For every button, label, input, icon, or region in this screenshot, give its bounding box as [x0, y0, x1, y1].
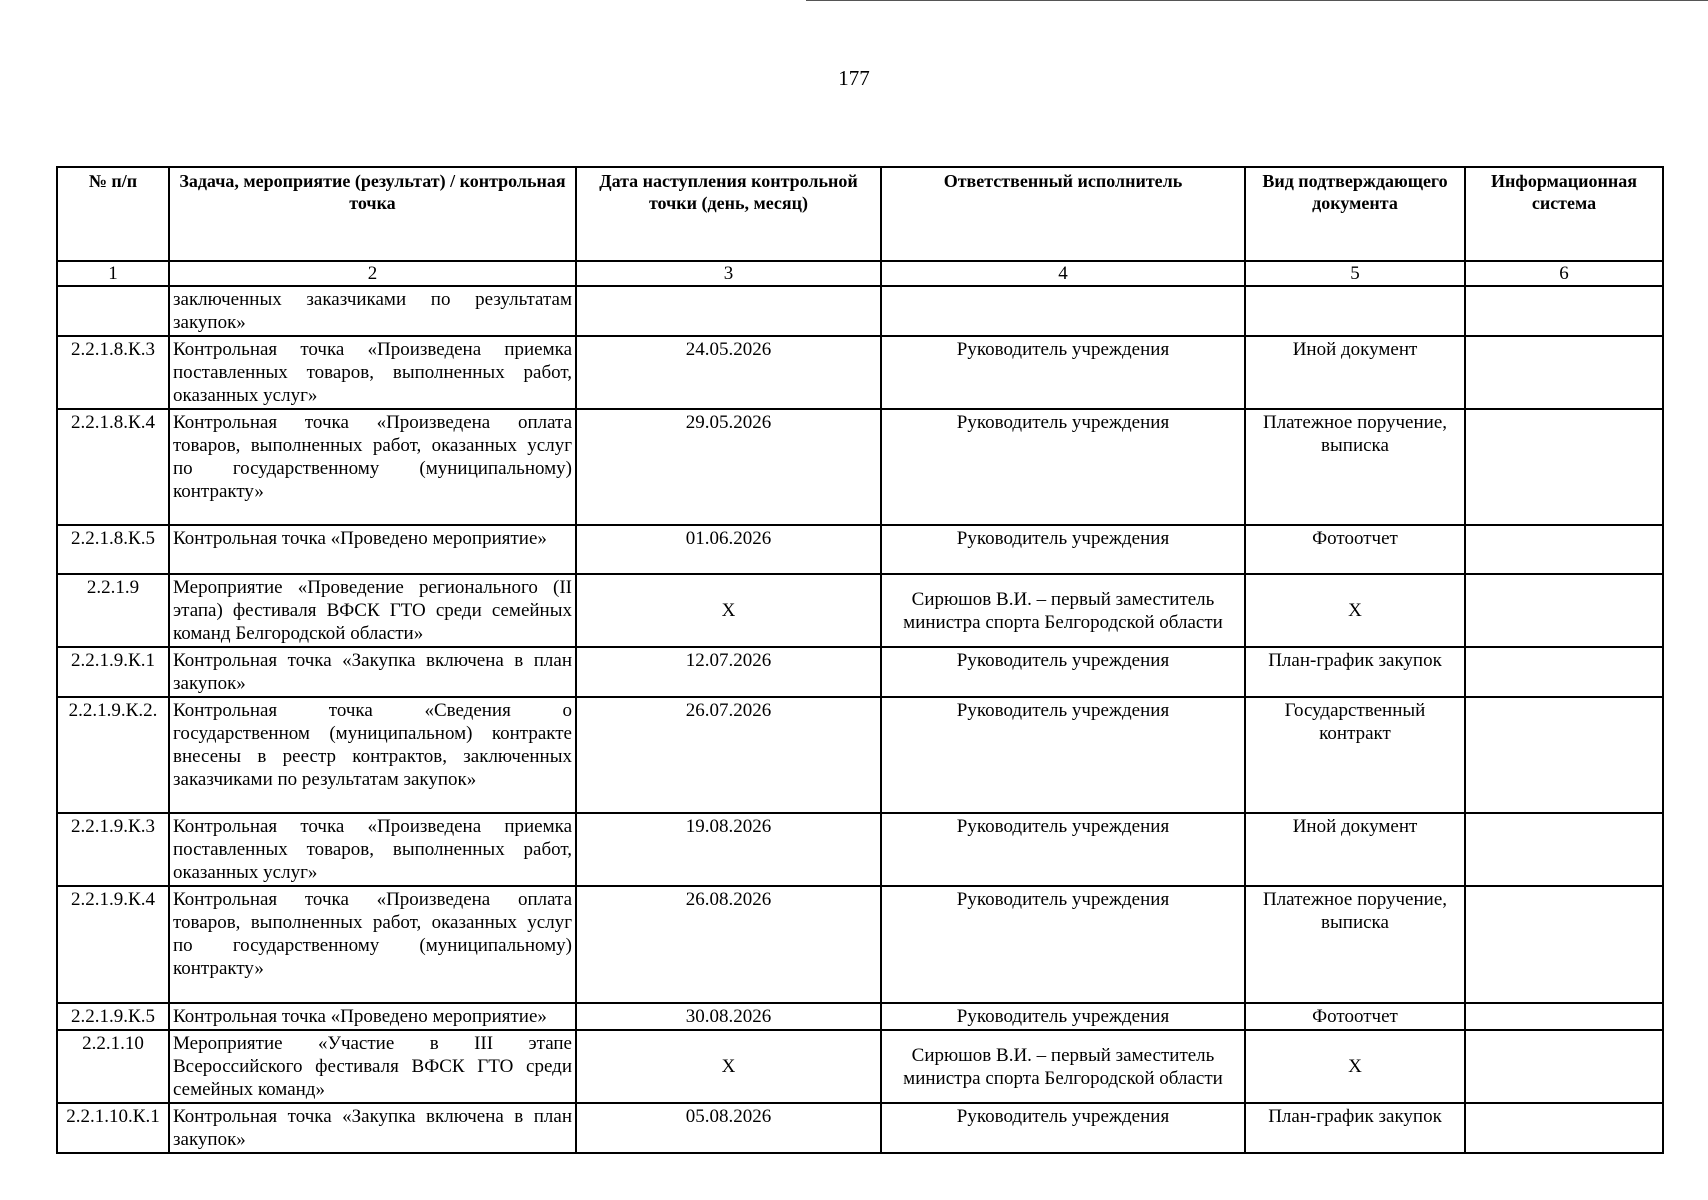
row-number: 2.2.1.9.К.4 — [57, 886, 169, 1003]
row-document: Иной документ — [1245, 336, 1465, 409]
column-number: 6 — [1465, 261, 1663, 286]
row-system — [1465, 697, 1663, 813]
row-task: Контрольная точка «Произведена приемка поставленных товаров, выполненных работ, оказанных услуг» — [169, 336, 576, 409]
header-date: Дата наступления контрольной точки (день, месяц) — [576, 167, 881, 261]
row-date: 30.08.2026 — [576, 1003, 881, 1030]
row-date: 26.07.2026 — [576, 697, 881, 813]
row-responsible: Сирюшов В.И. – первый заместитель министра спорта Белгородской области — [881, 1030, 1245, 1103]
row-number: 2.2.1.10 — [57, 1030, 169, 1103]
row-task: Контрольная точка «Проведено мероприятие» — [169, 525, 576, 574]
row-number: 2.2.1.10.К.1 — [57, 1103, 169, 1153]
row-number: 2.2.1.9 — [57, 574, 169, 647]
header-task: Задача, мероприятие (результат) / контрольная точка — [169, 167, 576, 261]
row-system — [1465, 286, 1663, 336]
row-system — [1465, 1103, 1663, 1153]
row-responsible: Руководитель учреждения — [881, 813, 1245, 886]
row-document: Государственный контракт — [1245, 697, 1465, 813]
row-responsible: Руководитель учреждения — [881, 525, 1245, 574]
row-date: 01.06.2026 — [576, 525, 881, 574]
row-task: Контрольная точка «Закупка включена в план закупок» — [169, 1103, 576, 1153]
row-responsible: Руководитель учреждения — [881, 647, 1245, 697]
table-row — [57, 525, 1663, 574]
table-row — [57, 1103, 1663, 1153]
row-number: 2.2.1.8.К.4 — [57, 409, 169, 525]
table-row — [57, 647, 1663, 697]
row-system — [1465, 574, 1663, 647]
row-task: Контрольная точка «Проведено мероприятие» — [169, 1003, 576, 1030]
row-document: План-график закупок — [1245, 1103, 1465, 1153]
table-row — [57, 813, 1663, 886]
row-task: Мероприятие «Проведение регионального (II этапа) фестиваля ВФСК ГТО среди семейных команд Белгородской области» — [169, 574, 576, 647]
row-document: План-график закупок — [1245, 647, 1465, 697]
row-system — [1465, 525, 1663, 574]
row-responsible: Руководитель учреждения — [881, 1103, 1245, 1153]
column-number-row — [57, 261, 1663, 286]
row-document: Фотоотчет — [1245, 1003, 1465, 1030]
row-date: 19.08.2026 — [576, 813, 881, 886]
row-responsible — [881, 286, 1245, 336]
row-document: Иной документ — [1245, 813, 1465, 886]
row-task: Контрольная точка «Произведена приемка поставленных товаров, выполненных работ, оказанных услуг» — [169, 813, 576, 886]
row-number: 2.2.1.9.К.2. — [57, 697, 169, 813]
table-row — [57, 409, 1663, 525]
header-system: Информационная система — [1465, 167, 1663, 261]
row-system — [1465, 647, 1663, 697]
row-date: 29.05.2026 — [576, 409, 881, 525]
row-date: 24.05.2026 — [576, 336, 881, 409]
header-document: Вид подтверждающего документа — [1245, 167, 1465, 261]
row-document: X — [1245, 1030, 1465, 1103]
column-number: 5 — [1245, 261, 1465, 286]
header-row — [57, 167, 1663, 261]
row-document: Платежное поручение, выписка — [1245, 409, 1465, 525]
row-task: Контрольная точка «Произведена оплата товаров, выполненных работ, оказанных услуг по государственному (муниципальному) контракту» — [169, 886, 576, 1003]
row-task: Контрольная точка «Сведения о государственном (муниципальном) контракте внесены в реестр контрактов, заключенных заказчиками по результатам закупок» — [169, 697, 576, 813]
row-date: X — [576, 574, 881, 647]
row-number: 2.2.1.9.К.1 — [57, 647, 169, 697]
row-system — [1465, 409, 1663, 525]
row-document — [1245, 286, 1465, 336]
row-responsible: Руководитель учреждения — [881, 697, 1245, 813]
table-row — [57, 886, 1663, 1003]
table-row — [57, 286, 1663, 336]
column-number: 3 — [576, 261, 881, 286]
row-task: Контрольная точка «Произведена оплата товаров, выполненных работ, оказанных услуг по государственному (муниципальному) контракту» — [169, 409, 576, 525]
row-date — [576, 286, 881, 336]
row-date: X — [576, 1030, 881, 1103]
row-responsible: Руководитель учреждения — [881, 886, 1245, 1003]
page-number: 177 — [838, 66, 870, 90]
row-number: 2.2.1.8.К.5 — [57, 525, 169, 574]
column-number: 2 — [169, 261, 576, 286]
control-points-table — [56, 166, 1664, 1154]
row-date: 12.07.2026 — [576, 647, 881, 697]
table-row — [57, 336, 1663, 409]
table-row — [57, 574, 1663, 647]
row-number: 2.2.1.8.К.3 — [57, 336, 169, 409]
row-date: 26.08.2026 — [576, 886, 881, 1003]
row-system — [1465, 1003, 1663, 1030]
row-responsible: Руководитель учреждения — [881, 1003, 1245, 1030]
row-task: заключенных заказчиками по результатам закупок» — [169, 286, 576, 336]
header-responsible: Ответственный исполнитель — [881, 167, 1245, 261]
table-row — [57, 1003, 1663, 1030]
row-task: Мероприятие «Участие в III этапе Всероссийского фестиваля ВФСК ГТО среди семейных команд» — [169, 1030, 576, 1103]
row-number: 2.2.1.9.К.5 — [57, 1003, 169, 1030]
row-responsible: Руководитель учреждения — [881, 336, 1245, 409]
row-number: 2.2.1.9.К.3 — [57, 813, 169, 886]
row-responsible: Сирюшов В.И. – первый заместитель министра спорта Белгородской области — [881, 574, 1245, 647]
row-system — [1465, 1030, 1663, 1103]
row-system — [1465, 336, 1663, 409]
header-number: № п/п — [57, 167, 169, 261]
column-number: 4 — [881, 261, 1245, 286]
column-number: 1 — [57, 261, 169, 286]
table-row — [57, 1030, 1663, 1103]
row-document: X — [1245, 574, 1465, 647]
row-number — [57, 286, 169, 336]
row-date: 05.08.2026 — [576, 1103, 881, 1153]
row-document: Платежное поручение, выписка — [1245, 886, 1465, 1003]
top-scan-line — [806, 0, 1708, 1]
row-system — [1465, 813, 1663, 886]
row-system — [1465, 886, 1663, 1003]
row-document: Фотоотчет — [1245, 525, 1465, 574]
table-row — [57, 697, 1663, 813]
row-task: Контрольная точка «Закупка включена в план закупок» — [169, 647, 576, 697]
row-responsible: Руководитель учреждения — [881, 409, 1245, 525]
